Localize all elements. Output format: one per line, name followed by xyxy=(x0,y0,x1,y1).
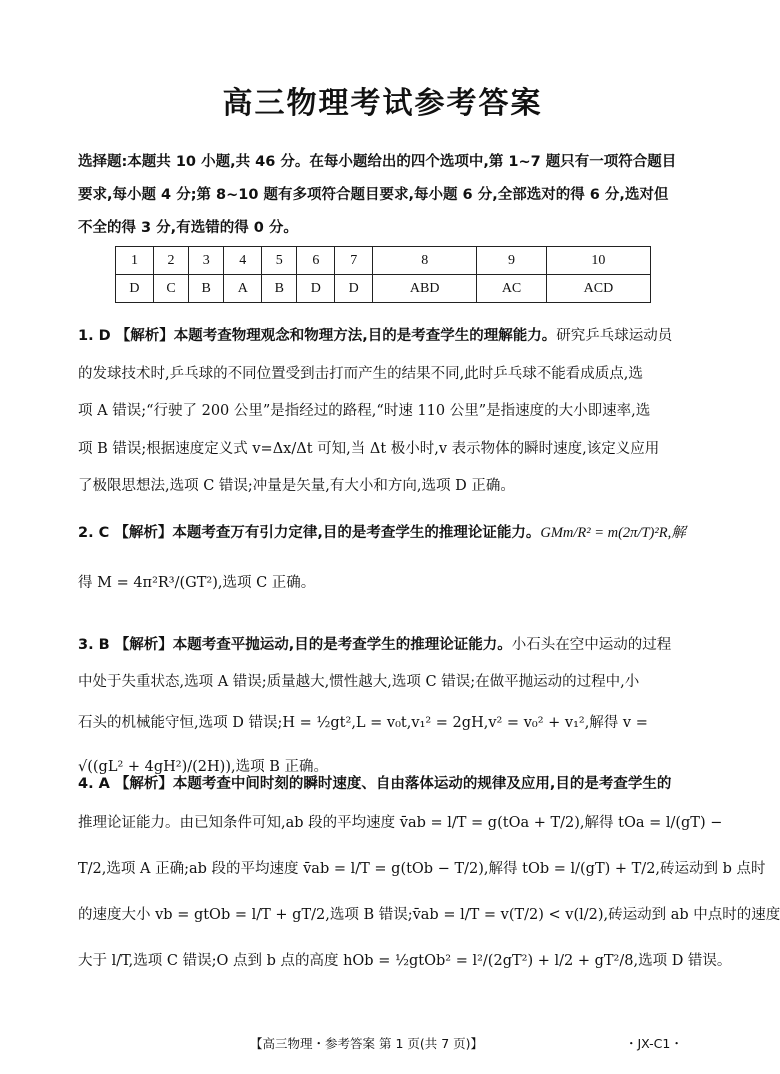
answer-key: D xyxy=(335,275,373,303)
answer-key: AC xyxy=(477,275,547,303)
question-2-formula: GMm/R² = m(2π/T)²R,解 xyxy=(540,525,686,541)
answer-number: 8 xyxy=(373,247,477,275)
question-4-line: 推理论证能力。由已知条件可知,ab 段的平均速度 v̄ab = l/T = g(tOa + T/2),解得 tOa = l/(gT) − xyxy=(78,815,723,831)
question-3-head: 3. B 【解析】本题考查平抛运动,目的是考查学生的推理论证能力。 xyxy=(78,637,512,653)
page-title: 高三物理考试参考答案 xyxy=(222,86,543,121)
answer-key: ACD xyxy=(546,275,650,303)
question-1-line-1 xyxy=(78,318,690,356)
question-3-line: 石头的机械能守恒,选项 D 错误;H = ½gt²,L = v₀t,v₁² = 2gH,v² = v₀² + v₁²,解得 v = xyxy=(78,715,648,731)
question-1-text: 研究乒乓球运动员 xyxy=(556,328,673,344)
question-4-line: 的速度大小 vb = gtOb = l/T + gT/2,选项 B 错误;v̄ab = l/T = v(T/2) < v(l/2),砖运动到 ab 中点时的速度 xyxy=(78,907,780,923)
answer-table xyxy=(115,246,651,303)
footer-page-info: 【高三物理・参考答案 第 1 页(共 7 页)】 xyxy=(250,1036,484,1051)
question-4-line: T/2,选项 A 正确;ab 段的平均速度 v̄ab = l/T = g(tOb − T/2),解得 tOb = l/(gT) + T/2,砖运动到 b 点时 xyxy=(78,861,766,877)
answer-key: ABD xyxy=(373,275,477,303)
answer-number: 1 xyxy=(116,247,154,275)
answer-key: C xyxy=(153,275,188,303)
question-1-line: 了极限思想法,选项 C 错误;冲量是矢量,有大小和方向,选项 D 正确。 xyxy=(78,478,515,494)
question-2-line: 得 M = 4π²R³/(GT²),选项 C 正确。 xyxy=(78,575,316,591)
answer-key-row xyxy=(116,275,651,303)
answer-number-row xyxy=(116,247,651,275)
question-1 xyxy=(78,318,690,506)
question-4-line: 大于 l/T,选项 C 错误;O 点到 b 点的高度 hOb = ½gtOb² = l²/(2gT²) + l/2 + gT²/8,选项 D 错误。 xyxy=(78,953,732,969)
answer-key: D xyxy=(297,275,335,303)
answer-number: 10 xyxy=(546,247,650,275)
answer-number: 6 xyxy=(297,247,335,275)
question-3 xyxy=(78,627,690,789)
answer-key: B xyxy=(262,275,297,303)
question-4 xyxy=(78,768,780,984)
question-1-line: 项 A 错误;“行驶了 200 公里”是指经过的路程,“时速 110 公里”是指速度的大小即速率,选 xyxy=(78,403,651,419)
answer-key: B xyxy=(189,275,224,303)
intro-paragraph: 选择题:本题共 10 小题,共 46 分。在每小题给出的四个选项中,第 1~7 题只有一项符合题目要求,每小题 4 分;第 8~10 题有多项符合题目要求,每小题 6 分,全部选对的得 6 分,选对但不全的得 3 分,有选错的得 0 分。 xyxy=(78,154,677,236)
question-3-line: √((gL² + 4gH²)/(2H)),选项 B 正确。 xyxy=(78,759,328,775)
answer-number: 4 xyxy=(224,247,262,275)
question-3-line-1 xyxy=(78,627,690,664)
question-3-line: 中处于失重状态,选项 A 错误;质量越大,惯性越大,选项 C 错误;在做平抛运动的过程中,小 xyxy=(78,674,640,690)
question-3-text: 小石头在空中运动的过程 xyxy=(511,637,672,653)
answer-number: 2 xyxy=(153,247,188,275)
answer-number: 9 xyxy=(477,247,547,275)
answer-number: 5 xyxy=(262,247,297,275)
answer-key: A xyxy=(224,275,262,303)
question-2-head: 2. C 【解析】本题考查万有引力定律,目的是考查学生的推理论证能力。 xyxy=(78,525,541,541)
question-1-line: 的发球技术时,乒乓球的不同位置受到击打而产生的结果不同,此时乒乓球不能看成质点,选 xyxy=(78,365,643,382)
question-2-line-1 xyxy=(78,508,690,558)
question-2 xyxy=(78,508,690,608)
footer-code: ・JX-C1・ xyxy=(625,1036,683,1051)
question-4-head: 4. A 【解析】本题考查中间时刻的瞬时速度、自由落体运动的规律及应用,目的是考查学生的 xyxy=(78,776,672,792)
answer-number: 3 xyxy=(189,247,224,275)
question-1-line: 项 B 错误;根据速度定义式 v=Δx/Δt 可知,当 Δt 极小时,v 表示物体的瞬时速度,该定义应用 xyxy=(78,440,660,457)
question-1-head: 1. D 【解析】本题考查物理观念和物理方法,目的是考查学生的理解能力。 xyxy=(78,328,557,344)
answer-number: 7 xyxy=(335,247,373,275)
answer-key: D xyxy=(116,275,154,303)
